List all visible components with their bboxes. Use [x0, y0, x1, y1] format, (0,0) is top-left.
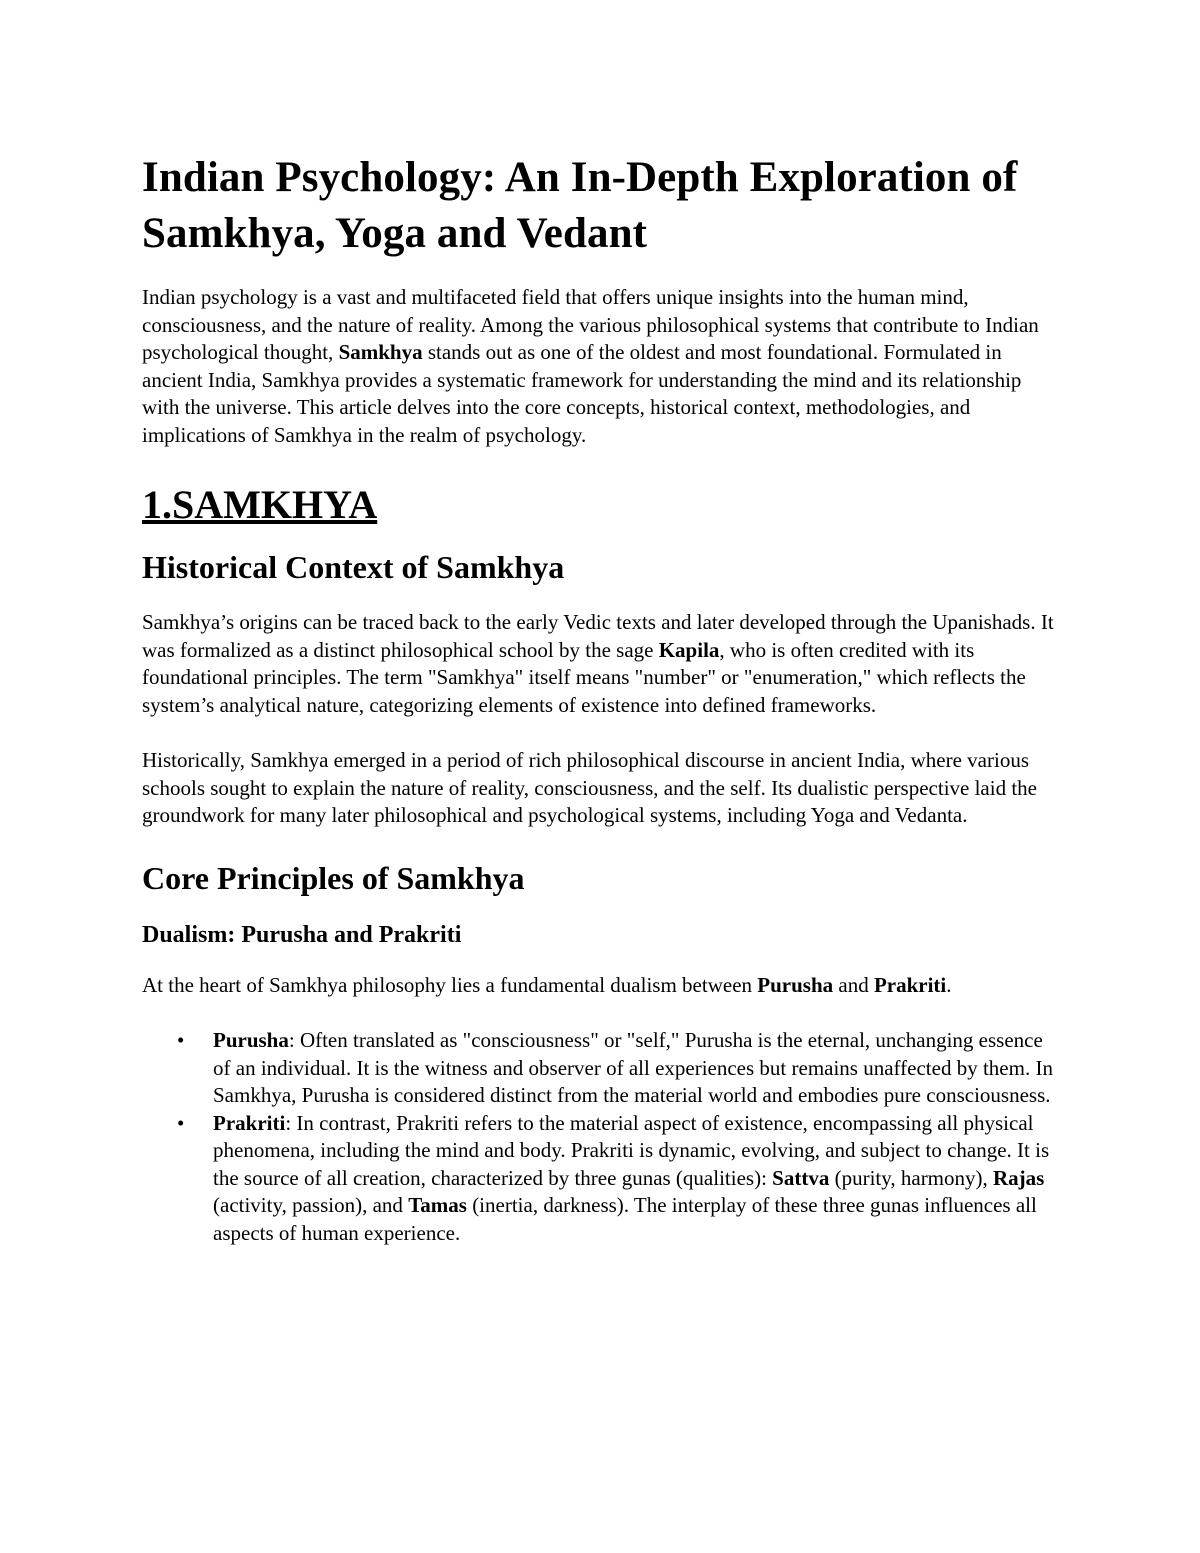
core-principles-heading: Core Principles of Samkhya [142, 859, 525, 896]
list-text-purusha: : Often translated as "consciousness" or "self," Purusha is the eternal, unchanging essence of an individual. It is the witness and observer of all experiences but remains unaffected by them. In Samkhya, Purusha is considered distinct from the material world and embodies pure consciousness. [213, 1028, 1053, 1107]
guna-sattva: Sattva [772, 1165, 830, 1190]
dualism-list [142, 1027, 1062, 1247]
guna-tamas-text: (inertia, darkness). The interplay of these three gunas influences all aspects of human experience. [213, 1193, 1037, 1245]
historical-p1-text-2: , who is often credited with its foundational principles. The term "Samkhya" itself means "number" or "enumeration," which reflects the system’s analytical nature, categorizing elements of existence into defined frameworks. [142, 637, 1026, 717]
document-page [142, 138, 1062, 1247]
intro-bold-samkhya: Samkhya [338, 340, 423, 364]
section-heading-samkhya: 1.SAMKHYA [142, 482, 378, 527]
historical-p1-text-1: Samkhya’s origins can be traced back to the early Vedic texts and later developed through the Upanishads. It was formalized as a distinct philosophical school by the sage [142, 610, 1054, 662]
dualism-text-3: . [946, 972, 952, 997]
bullet-icon: • [177, 1028, 185, 1052]
dualism-bold-purusha: Purusha [757, 972, 834, 997]
guna-rajas: Rajas [993, 1165, 1045, 1190]
intro-paragraph [142, 284, 1062, 449]
list-text-prakriti-1: : In contrast, Prakriti refers to the material aspect of existence, encompassing all physical phenomena, including the mind and body. Prakriti is dynamic, evolving, and subject to change. It is the source of all creation, characterized by three gunas (qualities): [213, 1110, 1050, 1190]
intro-text-2: stands out as one of the oldest and most foundational. Formulated in ancient India, Samkhya provides a systematic framework for understanding the mind and its relationship with the universe. This article delves into the core concepts, historical context, methodologies, and implications of Samkhya in the realm of psychology. [142, 340, 1022, 447]
dualism-bold-prakriti: Prakriti [873, 972, 947, 997]
historical-context-heading: Historical Context of Samkhya [142, 549, 565, 585]
bullet-icon: • [177, 1110, 185, 1135]
dualism-text-2: and [833, 972, 874, 997]
guna-tamas: Tamas [408, 1193, 467, 1217]
dualism-text-1: At the heart of Samkhya philosophy lies a fundamental dualism between [142, 972, 758, 997]
document-title: Indian Psychology: An In-Depth Exploration of Samkhya, Yoga and Vedant [142, 154, 1018, 257]
guna-rajas-text: (activity, passion), and [213, 1193, 409, 1217]
dualism-subheading: Dualism: Purusha and Prakriti [142, 921, 462, 948]
list-item-prakriti [177, 1110, 1062, 1248]
historical-p1-bold-kapila: Kapila [658, 637, 720, 662]
list-term-prakriti: Prakriti [213, 1110, 286, 1135]
list-term-purusha: Purusha [213, 1028, 289, 1052]
historical-paragraph-1 [142, 609, 1062, 719]
intro-text-1: Indian psychology is a vast and multifaceted field that offers unique insights into the human mind, consciousness, and the nature of reality. Among the various philosophical systems that contribute to Indian psychological thought, [142, 285, 1039, 364]
list-item-purusha [177, 1027, 1062, 1110]
guna-sattva-text: (purity, harmony), [829, 1165, 994, 1190]
historical-paragraph-2: Historically, Samkhya emerged in a period of rich philosophical discourse in ancient India, where various schools sought to explain the nature of reality, consciousness, and the self. Its dualistic perspective laid the groundwork for many later philosophical and psychological systems, including Yoga and Vedanta. [142, 748, 1037, 827]
dualism-paragraph [142, 972, 1062, 1000]
